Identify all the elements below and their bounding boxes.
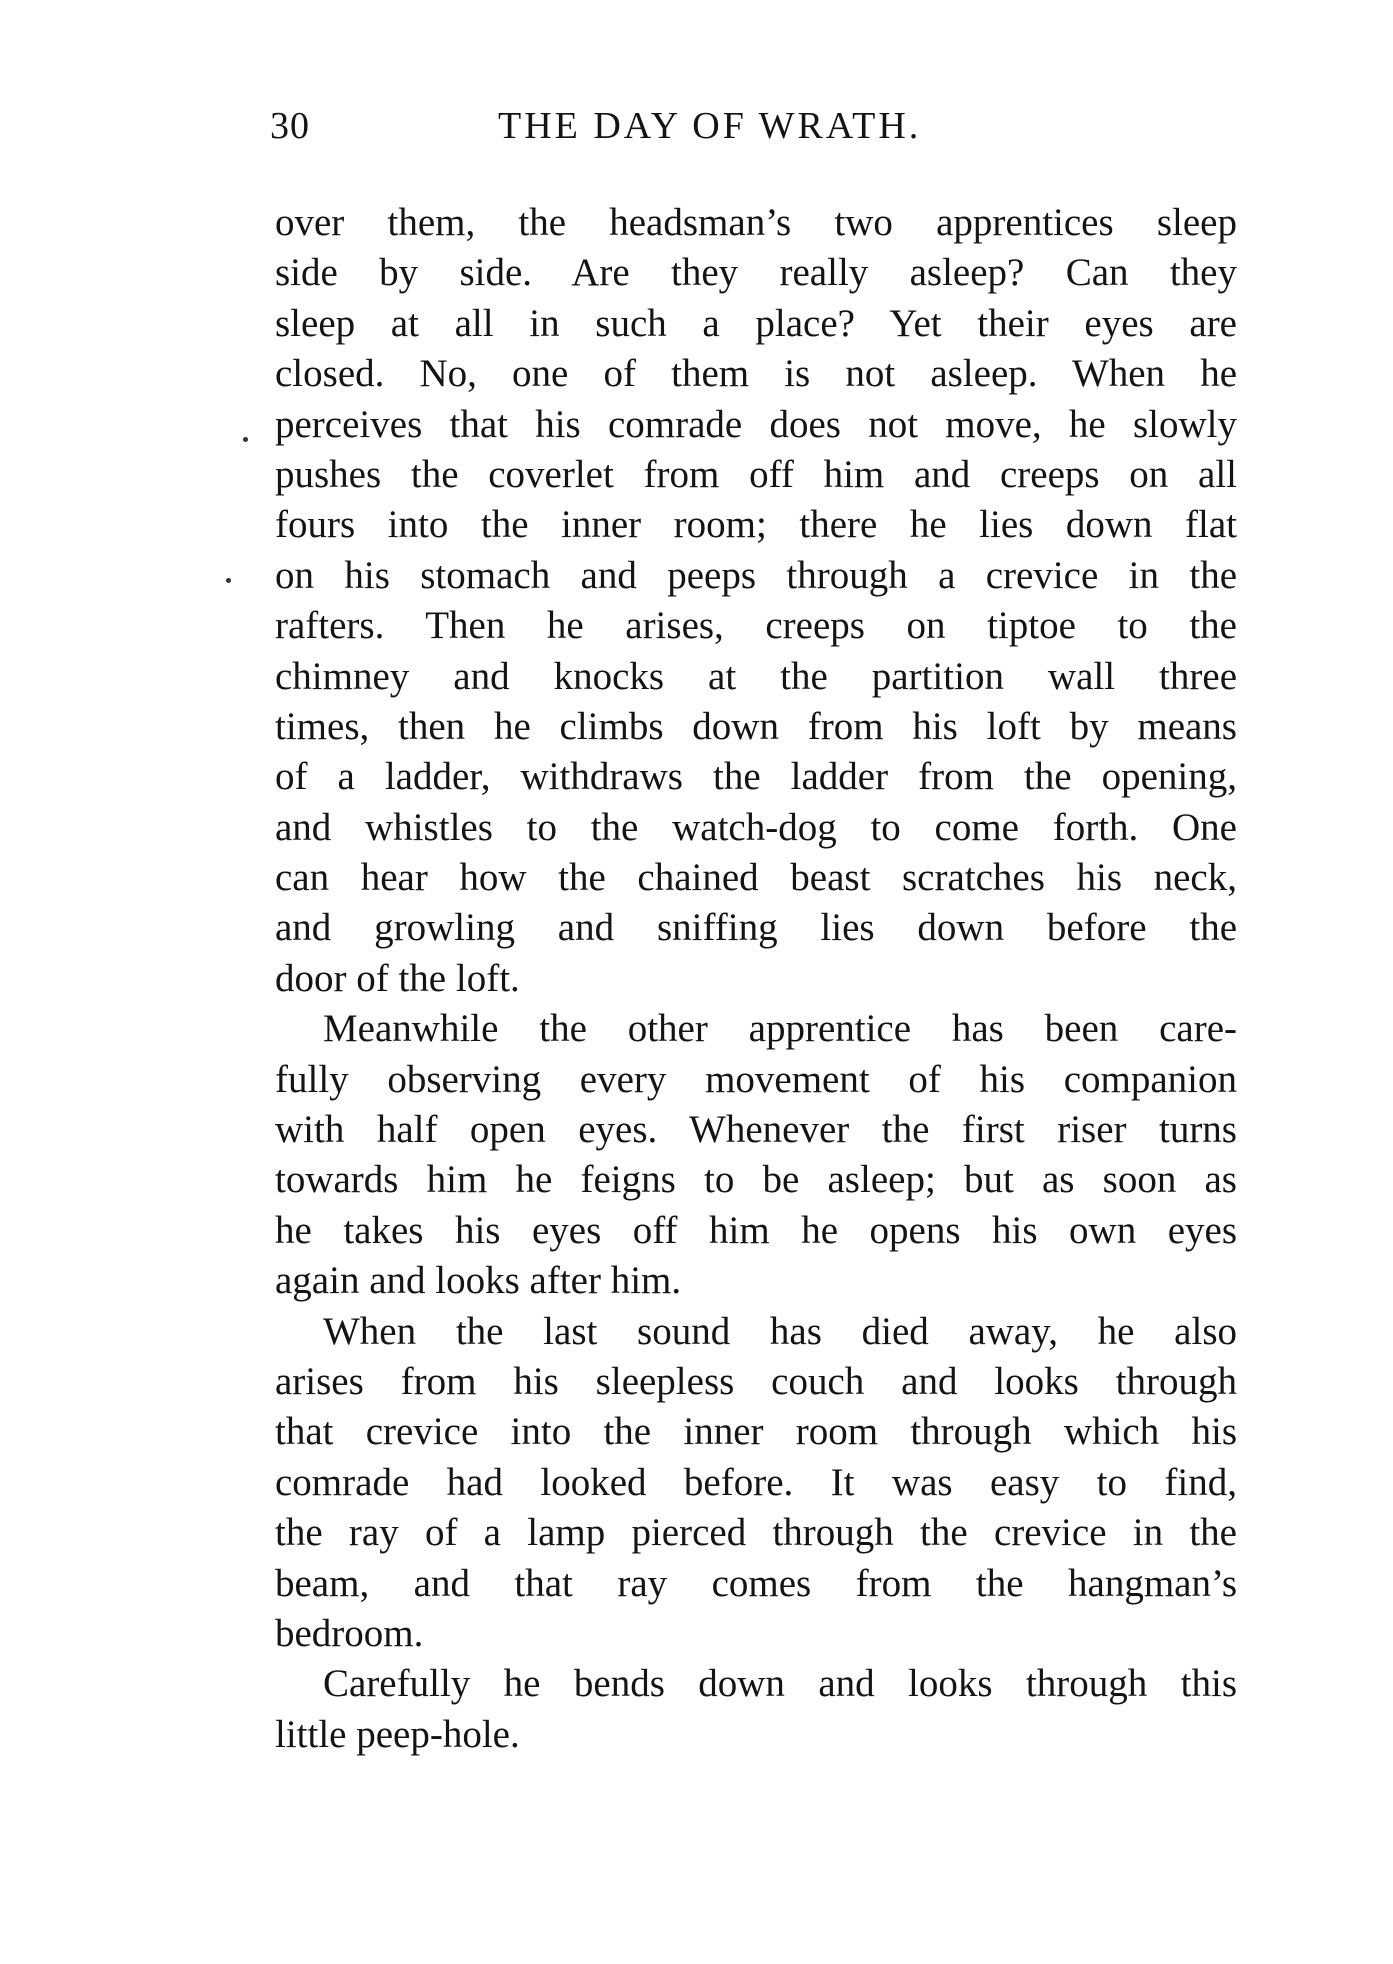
margin-speck (226, 578, 231, 583)
text-line: sleep at all in such a place? Yet their eyes are (275, 301, 1237, 345)
paragraph (275, 198, 1237, 1004)
text-line: fully observing every movement of his companion (275, 1057, 1237, 1101)
text-line: and growling and sniffing lies down before the (275, 906, 1237, 950)
text-line: Carefully he bends down and looks through this (323, 1662, 1237, 1706)
text-line: closed. No, one of them is not asleep. When he (275, 352, 1237, 396)
text-line: side by side. Are they really asleep? Can they (275, 251, 1237, 295)
body-text (275, 198, 1237, 1760)
text-line: on his stomach and peeps through a crevice in the (275, 553, 1237, 597)
text-line: When the last sound has died away, he also (323, 1309, 1237, 1353)
text-line: he takes his eyes off him he opens his own eyes (275, 1208, 1237, 1252)
text-line: comrade had looked before. It was easy to find, (275, 1460, 1237, 1504)
paragraph (275, 1307, 1237, 1660)
text-line: towards him he feigns to be asleep; but as soon as (275, 1158, 1237, 1202)
text-line: bedroom. (275, 1611, 424, 1655)
text-line: the ray of a lamp pierced through the crevice in the (275, 1511, 1237, 1555)
text-line: beam, and that ray comes from the hangman’s (275, 1561, 1237, 1605)
running-title: THE DAY OF WRATH. (498, 105, 922, 147)
paragraph (275, 1004, 1237, 1306)
text-line: door of the loft. (275, 956, 520, 1000)
text-line: with half open eyes. Whenever the first riser turns (275, 1108, 1237, 1152)
text-line: rafters. Then he arises, creeps on tiptoe to the (275, 604, 1237, 648)
page-number: 30 (270, 105, 310, 147)
page-header (270, 104, 1240, 154)
text-line: arises from his sleepless couch and looks through (275, 1359, 1237, 1403)
text-line: Meanwhile the other apprentice has been care- (323, 1007, 1237, 1051)
text-line: times, then he climbs down from his loft by means (275, 704, 1237, 748)
text-line: little peep-hole. (275, 1712, 520, 1756)
text-line: and whistles to the watch-dog to come forth. One (275, 805, 1237, 849)
text-line: over them, the headsman’s two apprentices sleep (275, 201, 1237, 244)
text-line: pushes the coverlet from off him and creeps on all (275, 452, 1237, 496)
text-line: fours into the inner room; there he lies down flat (275, 503, 1237, 547)
paragraph (275, 1659, 1237, 1760)
text-line: again and looks after him. (275, 1259, 682, 1303)
text-line: perceives that his comrade does not move, he slowly (275, 402, 1237, 446)
text-line: can hear how the chained beast scratches his neck, (275, 856, 1237, 900)
text-line: chimney and knocks at the partition wall three (275, 654, 1237, 698)
text-line: that crevice into the inner room through which his (275, 1410, 1237, 1454)
margin-speck (243, 437, 248, 442)
text-line: of a ladder, withdraws the ladder from the opening, (275, 755, 1237, 799)
